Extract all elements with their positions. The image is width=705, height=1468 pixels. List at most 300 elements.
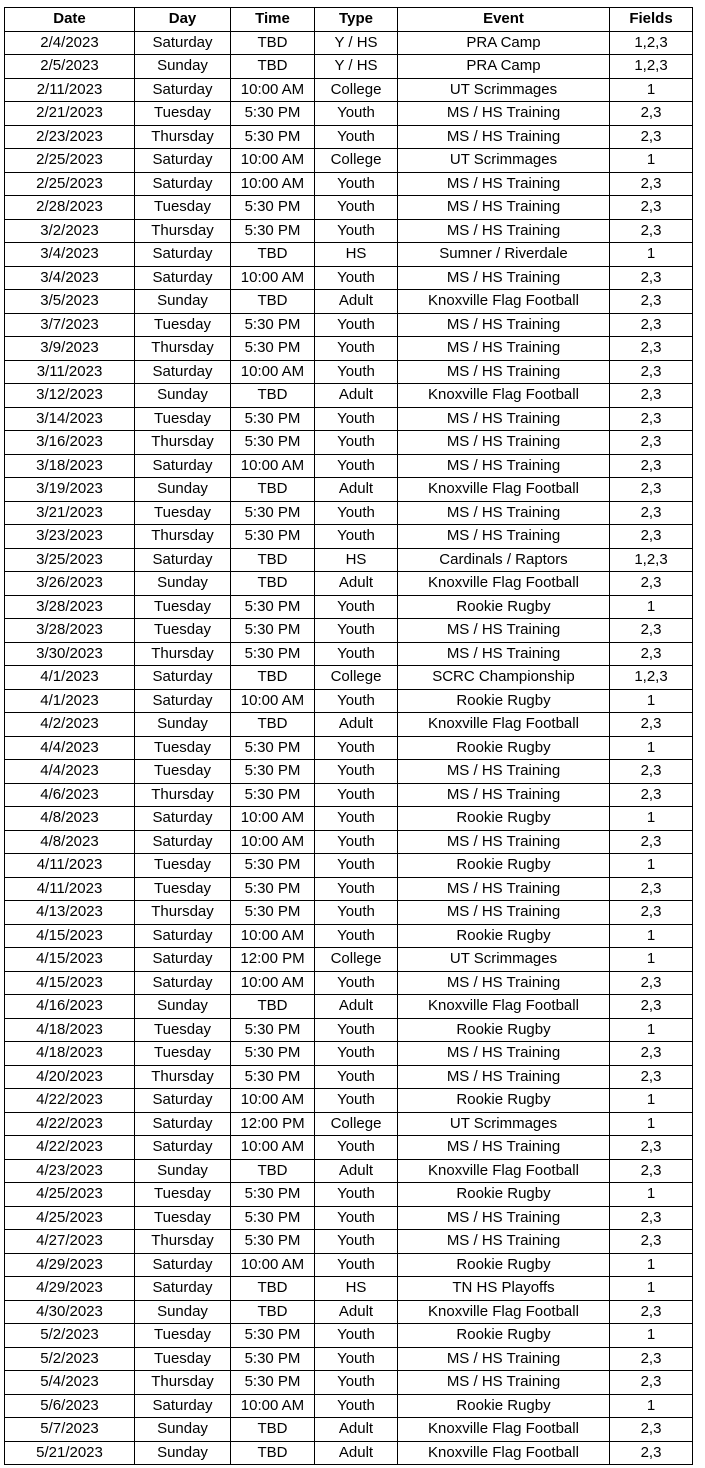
cell-day: Thursday xyxy=(135,1371,231,1395)
table-row xyxy=(5,1136,693,1160)
cell-date: 5/21/2023 xyxy=(5,1441,135,1465)
cell-event: MS / HS Training xyxy=(398,1065,610,1089)
cell-time: 5:30 PM xyxy=(231,1065,315,1089)
cell-date: 4/1/2023 xyxy=(5,666,135,690)
column-header-day: Day xyxy=(135,8,231,32)
cell-day: Thursday xyxy=(135,125,231,149)
cell-type: Youth xyxy=(315,219,398,243)
cell-time: TBD xyxy=(231,1277,315,1301)
cell-type: Youth xyxy=(315,807,398,831)
cell-time: TBD xyxy=(231,31,315,55)
cell-day: Saturday xyxy=(135,149,231,173)
cell-day: Saturday xyxy=(135,807,231,831)
cell-type: Youth xyxy=(315,125,398,149)
cell-time: TBD xyxy=(231,1441,315,1465)
cell-day: Thursday xyxy=(135,219,231,243)
cell-day: Saturday xyxy=(135,266,231,290)
cell-event: UT Scrimmages xyxy=(398,948,610,972)
table-row xyxy=(5,384,693,408)
cell-event: Sumner / Riverdale xyxy=(398,243,610,267)
cell-day: Saturday xyxy=(135,172,231,196)
cell-type: Youth xyxy=(315,901,398,925)
table-row xyxy=(5,478,693,502)
cell-fields: 1 xyxy=(610,595,693,619)
cell-type: Youth xyxy=(315,877,398,901)
cell-day: Saturday xyxy=(135,948,231,972)
cell-date: 4/13/2023 xyxy=(5,901,135,925)
cell-time: 5:30 PM xyxy=(231,407,315,431)
cell-type: Youth xyxy=(315,1136,398,1160)
cell-event: UT Scrimmages xyxy=(398,1112,610,1136)
cell-type: Youth xyxy=(315,360,398,384)
table-row xyxy=(5,1112,693,1136)
cell-event: Rookie Rugby xyxy=(398,1183,610,1207)
cell-fields: 1,2,3 xyxy=(610,666,693,690)
cell-type: College xyxy=(315,1112,398,1136)
cell-date: 4/4/2023 xyxy=(5,760,135,784)
cell-event: Rookie Rugby xyxy=(398,736,610,760)
table-row xyxy=(5,548,693,572)
cell-date: 4/25/2023 xyxy=(5,1183,135,1207)
cell-date: 4/11/2023 xyxy=(5,854,135,878)
cell-day: Sunday xyxy=(135,995,231,1019)
table-row xyxy=(5,31,693,55)
schedule-table xyxy=(4,7,693,1465)
table-row xyxy=(5,1347,693,1371)
cell-day: Tuesday xyxy=(135,1183,231,1207)
cell-time: 5:30 PM xyxy=(231,525,315,549)
cell-fields: 2,3 xyxy=(610,1042,693,1066)
cell-fields: 2,3 xyxy=(610,642,693,666)
cell-date: 3/4/2023 xyxy=(5,266,135,290)
table-row xyxy=(5,877,693,901)
table-row xyxy=(5,995,693,1019)
table-row xyxy=(5,454,693,478)
table-row xyxy=(5,243,693,267)
cell-fields: 2,3 xyxy=(610,1418,693,1442)
cell-day: Tuesday xyxy=(135,595,231,619)
cell-fields: 1 xyxy=(610,948,693,972)
cell-fields: 2,3 xyxy=(610,901,693,925)
cell-day: Tuesday xyxy=(135,196,231,220)
cell-time: 10:00 AM xyxy=(231,149,315,173)
cell-fields: 2,3 xyxy=(610,266,693,290)
cell-date: 3/16/2023 xyxy=(5,431,135,455)
cell-event: MS / HS Training xyxy=(398,172,610,196)
cell-fields: 1 xyxy=(610,243,693,267)
cell-date: 2/21/2023 xyxy=(5,102,135,126)
cell-time: 5:30 PM xyxy=(231,760,315,784)
cell-fields: 1 xyxy=(610,1018,693,1042)
cell-fields: 2,3 xyxy=(610,572,693,596)
cell-fields: 2,3 xyxy=(610,619,693,643)
cell-fields: 2,3 xyxy=(610,877,693,901)
cell-date: 5/2/2023 xyxy=(5,1347,135,1371)
cell-fields: 1 xyxy=(610,1324,693,1348)
cell-day: Tuesday xyxy=(135,313,231,337)
cell-day: Saturday xyxy=(135,689,231,713)
cell-event: Knoxville Flag Football xyxy=(398,1159,610,1183)
cell-type: Youth xyxy=(315,830,398,854)
cell-day: Sunday xyxy=(135,1418,231,1442)
cell-type: Y / HS xyxy=(315,55,398,79)
cell-time: 5:30 PM xyxy=(231,783,315,807)
cell-fields: 1 xyxy=(610,78,693,102)
cell-day: Saturday xyxy=(135,924,231,948)
cell-day: Tuesday xyxy=(135,760,231,784)
cell-event: TN HS Playoffs xyxy=(398,1277,610,1301)
cell-date: 3/5/2023 xyxy=(5,290,135,314)
cell-fields: 1 xyxy=(610,736,693,760)
cell-event: Rookie Rugby xyxy=(398,1089,610,1113)
cell-type: HS xyxy=(315,243,398,267)
cell-event: MS / HS Training xyxy=(398,407,610,431)
cell-date: 4/6/2023 xyxy=(5,783,135,807)
cell-fields: 2,3 xyxy=(610,313,693,337)
cell-time: 5:30 PM xyxy=(231,854,315,878)
cell-day: Tuesday xyxy=(135,1347,231,1371)
cell-time: 5:30 PM xyxy=(231,313,315,337)
cell-time: 5:30 PM xyxy=(231,901,315,925)
cell-date: 4/1/2023 xyxy=(5,689,135,713)
cell-type: Youth xyxy=(315,313,398,337)
cell-date: 2/5/2023 xyxy=(5,55,135,79)
cell-event: Rookie Rugby xyxy=(398,1394,610,1418)
table-row xyxy=(5,501,693,525)
cell-date: 3/26/2023 xyxy=(5,572,135,596)
cell-event: MS / HS Training xyxy=(398,337,610,361)
cell-type: Youth xyxy=(315,1371,398,1395)
cell-time: 5:30 PM xyxy=(231,125,315,149)
cell-event: MS / HS Training xyxy=(398,783,610,807)
cell-event: PRA Camp xyxy=(398,31,610,55)
cell-date: 3/25/2023 xyxy=(5,548,135,572)
table-row xyxy=(5,1159,693,1183)
cell-fields: 2,3 xyxy=(610,290,693,314)
cell-time: 5:30 PM xyxy=(231,337,315,361)
cell-event: Knoxville Flag Football xyxy=(398,713,610,737)
cell-date: 4/15/2023 xyxy=(5,924,135,948)
cell-event: MS / HS Training xyxy=(398,1042,610,1066)
cell-event: Knoxville Flag Football xyxy=(398,1300,610,1324)
cell-event: MS / HS Training xyxy=(398,125,610,149)
table-row xyxy=(5,689,693,713)
cell-time: TBD xyxy=(231,290,315,314)
cell-day: Saturday xyxy=(135,243,231,267)
table-row xyxy=(5,149,693,173)
cell-day: Thursday xyxy=(135,1065,231,1089)
table-row xyxy=(5,924,693,948)
cell-date: 4/11/2023 xyxy=(5,877,135,901)
cell-day: Saturday xyxy=(135,31,231,55)
cell-fields: 2,3 xyxy=(610,501,693,525)
cell-fields: 2,3 xyxy=(610,1347,693,1371)
cell-time: 10:00 AM xyxy=(231,360,315,384)
cell-date: 3/28/2023 xyxy=(5,595,135,619)
cell-date: 5/2/2023 xyxy=(5,1324,135,1348)
cell-date: 4/20/2023 xyxy=(5,1065,135,1089)
cell-fields: 1 xyxy=(610,924,693,948)
cell-event: MS / HS Training xyxy=(398,102,610,126)
cell-event: Rookie Rugby xyxy=(398,1324,610,1348)
cell-fields: 2,3 xyxy=(610,830,693,854)
cell-date: 3/7/2023 xyxy=(5,313,135,337)
cell-time: TBD xyxy=(231,384,315,408)
cell-type: Youth xyxy=(315,760,398,784)
cell-type: Youth xyxy=(315,736,398,760)
cell-event: MS / HS Training xyxy=(398,1230,610,1254)
table-row xyxy=(5,196,693,220)
cell-time: TBD xyxy=(231,1300,315,1324)
cell-time: 10:00 AM xyxy=(231,689,315,713)
cell-type: Youth xyxy=(315,337,398,361)
table-row xyxy=(5,1230,693,1254)
cell-type: Adult xyxy=(315,1300,398,1324)
cell-event: Rookie Rugby xyxy=(398,807,610,831)
cell-event: MS / HS Training xyxy=(398,196,610,220)
cell-event: MS / HS Training xyxy=(398,431,610,455)
cell-type: Youth xyxy=(315,266,398,290)
cell-type: Youth xyxy=(315,1347,398,1371)
cell-fields: 2,3 xyxy=(610,1206,693,1230)
cell-time: 5:30 PM xyxy=(231,196,315,220)
cell-event: Rookie Rugby xyxy=(398,1253,610,1277)
cell-type: Youth xyxy=(315,924,398,948)
column-header-type: Type xyxy=(315,8,398,32)
cell-date: 5/6/2023 xyxy=(5,1394,135,1418)
cell-date: 2/25/2023 xyxy=(5,172,135,196)
table-row xyxy=(5,266,693,290)
table-body xyxy=(5,31,693,1465)
cell-time: 10:00 AM xyxy=(231,1253,315,1277)
cell-type: Adult xyxy=(315,384,398,408)
cell-event: Rookie Rugby xyxy=(398,924,610,948)
cell-time: 5:30 PM xyxy=(231,102,315,126)
table-row xyxy=(5,1300,693,1324)
cell-date: 3/12/2023 xyxy=(5,384,135,408)
cell-type: Youth xyxy=(315,102,398,126)
cell-date: 4/8/2023 xyxy=(5,807,135,831)
cell-fields: 2,3 xyxy=(610,219,693,243)
cell-fields: 2,3 xyxy=(610,431,693,455)
cell-fields: 2,3 xyxy=(610,783,693,807)
cell-type: Youth xyxy=(315,501,398,525)
cell-event: Knoxville Flag Football xyxy=(398,1441,610,1465)
table-row xyxy=(5,760,693,784)
cell-event: MS / HS Training xyxy=(398,642,610,666)
table-row xyxy=(5,1206,693,1230)
cell-day: Saturday xyxy=(135,78,231,102)
cell-event: MS / HS Training xyxy=(398,454,610,478)
cell-type: Youth xyxy=(315,854,398,878)
cell-fields: 2,3 xyxy=(610,525,693,549)
cell-type: College xyxy=(315,78,398,102)
cell-time: TBD xyxy=(231,1159,315,1183)
cell-event: Knoxville Flag Football xyxy=(398,384,610,408)
table-row xyxy=(5,1418,693,1442)
cell-fields: 1 xyxy=(610,1253,693,1277)
cell-type: Adult xyxy=(315,478,398,502)
cell-event: MS / HS Training xyxy=(398,877,610,901)
cell-event: MS / HS Training xyxy=(398,360,610,384)
cell-type: Youth xyxy=(315,454,398,478)
cell-time: 5:30 PM xyxy=(231,431,315,455)
cell-type: Youth xyxy=(315,1018,398,1042)
cell-time: 10:00 AM xyxy=(231,454,315,478)
cell-date: 3/28/2023 xyxy=(5,619,135,643)
cell-time: 5:30 PM xyxy=(231,595,315,619)
cell-type: Youth xyxy=(315,1183,398,1207)
cell-time: 5:30 PM xyxy=(231,1042,315,1066)
cell-time: 5:30 PM xyxy=(231,736,315,760)
cell-time: TBD xyxy=(231,995,315,1019)
cell-date: 4/30/2023 xyxy=(5,1300,135,1324)
cell-type: Youth xyxy=(315,196,398,220)
cell-type: Y / HS xyxy=(315,31,398,55)
cell-type: Adult xyxy=(315,713,398,737)
cell-fields: 2,3 xyxy=(610,1441,693,1465)
cell-time: 5:30 PM xyxy=(231,877,315,901)
cell-event: Rookie Rugby xyxy=(398,1018,610,1042)
cell-time: TBD xyxy=(231,548,315,572)
table-row xyxy=(5,525,693,549)
cell-time: TBD xyxy=(231,713,315,737)
cell-type: Adult xyxy=(315,1441,398,1465)
cell-day: Sunday xyxy=(135,1159,231,1183)
cell-time: 5:30 PM xyxy=(231,1347,315,1371)
cell-fields: 2,3 xyxy=(610,172,693,196)
cell-date: 3/18/2023 xyxy=(5,454,135,478)
cell-fields: 2,3 xyxy=(610,337,693,361)
cell-day: Tuesday xyxy=(135,1324,231,1348)
cell-event: MS / HS Training xyxy=(398,1347,610,1371)
cell-fields: 2,3 xyxy=(610,407,693,431)
column-header-date: Date xyxy=(5,8,135,32)
cell-event: Knoxville Flag Football xyxy=(398,1418,610,1442)
table-row xyxy=(5,713,693,737)
cell-type: HS xyxy=(315,1277,398,1301)
table-row xyxy=(5,1371,693,1395)
table-row xyxy=(5,125,693,149)
cell-type: Youth xyxy=(315,1230,398,1254)
cell-event: MS / HS Training xyxy=(398,619,610,643)
table-row xyxy=(5,1018,693,1042)
cell-type: Youth xyxy=(315,431,398,455)
cell-time: 5:30 PM xyxy=(231,1371,315,1395)
cell-type: Youth xyxy=(315,1253,398,1277)
cell-day: Thursday xyxy=(135,337,231,361)
cell-type: Adult xyxy=(315,572,398,596)
cell-event: MS / HS Training xyxy=(398,501,610,525)
cell-date: 4/25/2023 xyxy=(5,1206,135,1230)
cell-event: MS / HS Training xyxy=(398,901,610,925)
cell-type: Youth xyxy=(315,1394,398,1418)
cell-fields: 2,3 xyxy=(610,1065,693,1089)
table-row xyxy=(5,313,693,337)
cell-fields: 2,3 xyxy=(610,1371,693,1395)
cell-day: Tuesday xyxy=(135,1042,231,1066)
cell-date: 3/21/2023 xyxy=(5,501,135,525)
cell-day: Saturday xyxy=(135,1112,231,1136)
cell-fields: 2,3 xyxy=(610,1300,693,1324)
cell-time: 10:00 AM xyxy=(231,830,315,854)
cell-event: UT Scrimmages xyxy=(398,78,610,102)
cell-time: 5:30 PM xyxy=(231,1206,315,1230)
table-row xyxy=(5,172,693,196)
cell-event: SCRC Championship xyxy=(398,666,610,690)
cell-type: Youth xyxy=(315,525,398,549)
cell-date: 4/8/2023 xyxy=(5,830,135,854)
column-header-time: Time xyxy=(231,8,315,32)
cell-fields: 2,3 xyxy=(610,384,693,408)
cell-date: 2/4/2023 xyxy=(5,31,135,55)
cell-type: College xyxy=(315,149,398,173)
table-row xyxy=(5,971,693,995)
cell-time: 5:30 PM xyxy=(231,642,315,666)
header-row xyxy=(5,8,693,32)
cell-event: MS / HS Training xyxy=(398,1371,610,1395)
cell-type: Youth xyxy=(315,642,398,666)
cell-event: Knoxville Flag Football xyxy=(398,290,610,314)
cell-day: Thursday xyxy=(135,525,231,549)
cell-day: Tuesday xyxy=(135,736,231,760)
column-header-event: Event xyxy=(398,8,610,32)
cell-day: Tuesday xyxy=(135,501,231,525)
cell-time: 5:30 PM xyxy=(231,1324,315,1348)
table-row xyxy=(5,666,693,690)
cell-date: 4/18/2023 xyxy=(5,1042,135,1066)
table-header xyxy=(5,8,693,32)
cell-date: 4/15/2023 xyxy=(5,971,135,995)
cell-fields: 2,3 xyxy=(610,125,693,149)
cell-fields: 1 xyxy=(610,807,693,831)
cell-day: Thursday xyxy=(135,783,231,807)
cell-fields: 2,3 xyxy=(610,1159,693,1183)
table-row xyxy=(5,854,693,878)
cell-type: Youth xyxy=(315,172,398,196)
cell-type: Youth xyxy=(315,595,398,619)
cell-day: Saturday xyxy=(135,1394,231,1418)
cell-date: 3/19/2023 xyxy=(5,478,135,502)
cell-time: 10:00 AM xyxy=(231,807,315,831)
table-row xyxy=(5,807,693,831)
cell-type: Adult xyxy=(315,1159,398,1183)
cell-fields: 2,3 xyxy=(610,1136,693,1160)
cell-date: 2/28/2023 xyxy=(5,196,135,220)
cell-type: Youth xyxy=(315,1065,398,1089)
cell-fields: 1 xyxy=(610,1394,693,1418)
cell-date: 3/4/2023 xyxy=(5,243,135,267)
cell-date: 2/23/2023 xyxy=(5,125,135,149)
table-row xyxy=(5,901,693,925)
cell-time: 10:00 AM xyxy=(231,172,315,196)
cell-time: TBD xyxy=(231,572,315,596)
cell-date: 4/22/2023 xyxy=(5,1136,135,1160)
cell-event: MS / HS Training xyxy=(398,266,610,290)
cell-type: Adult xyxy=(315,290,398,314)
cell-day: Thursday xyxy=(135,431,231,455)
cell-day: Saturday xyxy=(135,971,231,995)
cell-time: 5:30 PM xyxy=(231,219,315,243)
cell-date: 5/7/2023 xyxy=(5,1418,135,1442)
cell-date: 4/22/2023 xyxy=(5,1112,135,1136)
cell-day: Sunday xyxy=(135,713,231,737)
cell-time: 5:30 PM xyxy=(231,501,315,525)
table-row xyxy=(5,219,693,243)
cell-type: Youth xyxy=(315,407,398,431)
cell-type: Youth xyxy=(315,1324,398,1348)
cell-fields: 2,3 xyxy=(610,760,693,784)
